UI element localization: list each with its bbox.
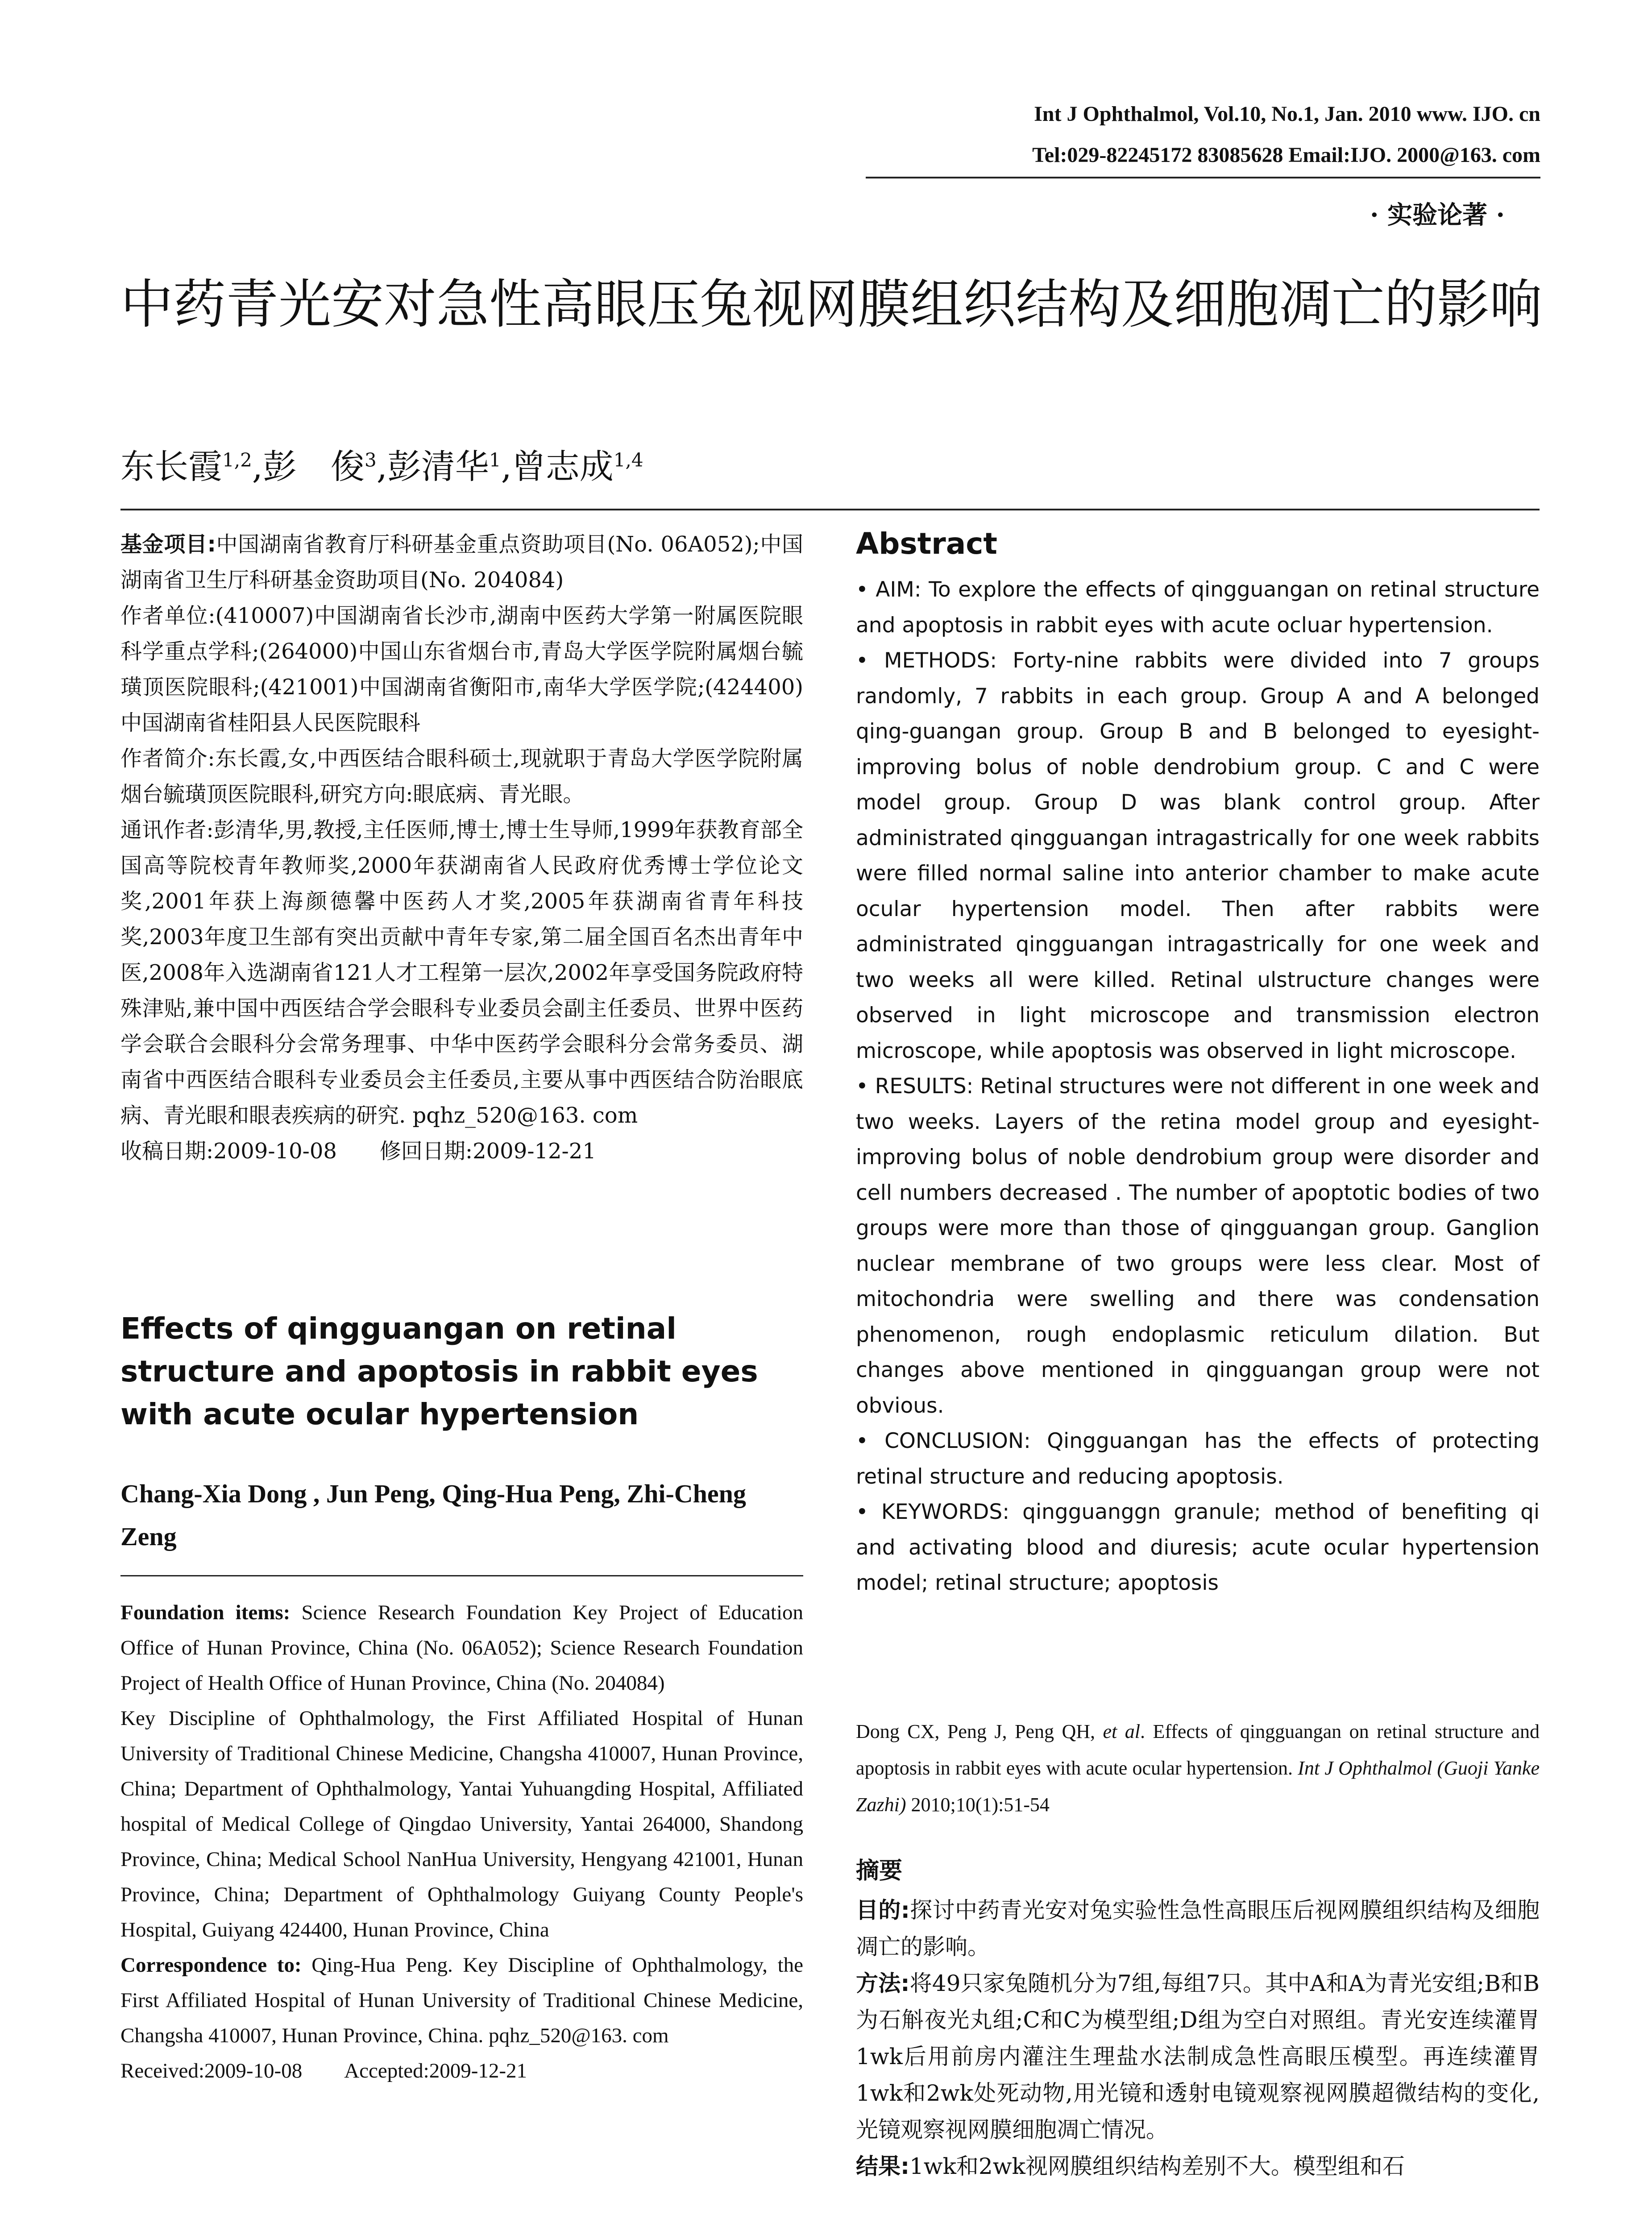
journal-header-line2: Tel:029-82245172 83085628 Email:IJO. 2000@163. com xyxy=(1032,143,1540,167)
citation-authors: Dong CX, Peng J, Peng QH, xyxy=(856,1721,1103,1742)
abstract-results: • RESULTS: Retinal structures were not different in one week and two weeks. Layers of the retina model group and eyesight-improving bolus of noble dendrobium group were disorder and cell numbers decreased . The number of apoptotic bodies of two groups were more than those of qingguangan group. Ganglion nuclear membrane of two groups were less clear. Most of mitochondria were swelling and there was condensation phenomenon, rough endoplasmic reticulum dilation. But changes above mentioned in qingguangan group were not obvious. xyxy=(856,1074,1540,1418)
author-affil: 3 xyxy=(364,449,377,471)
abstract-conclusion: • CONCLUSION: Qingguangan has the effects of protecting retinal structure and reducing apoptosis. xyxy=(856,1429,1540,1489)
author-affil: 1,2 xyxy=(222,449,252,471)
article-category: · 实验论著 · xyxy=(1370,200,1505,230)
cn-results-text: 1wk和2wk视网膜组织结构差别不大。模型组和石 xyxy=(909,2153,1405,2179)
fund-text: 中国湖南省教育厅科研基金重点资助项目(No. 06A052);中国湖南省卫生厅科研基金资助项目(No. 204084) xyxy=(120,532,803,593)
fund-label: 基金项目: xyxy=(120,532,216,557)
author-name: 东长霞 xyxy=(120,447,222,486)
citation-etal: et al xyxy=(1103,1721,1140,1742)
cn-abstract-heading: 摘要 xyxy=(856,1858,903,1884)
title-rule xyxy=(120,509,1540,510)
english-title: Effects of qingguangan on retinal structure and apoptosis in rabbit eyes with acute ocular hypertension xyxy=(120,1311,758,1431)
citation-volume: 2010;10(1):51-54 xyxy=(906,1794,1050,1816)
cn-results-label: 结果: xyxy=(856,2153,909,2179)
english-authors: Chang-Xia Dong , Jun Peng, Qing-Hua Peng, Zhi-Cheng Zeng xyxy=(120,1479,746,1551)
abstract-keywords: • KEYWORDS: qingguanggn granule; method of benefiting qi and activating blood and diuresis; acute ocular hypertension model; retinal structure; apoptosis xyxy=(856,1500,1540,1595)
citation-journal: Int J Ophthalmol (Guoji Yanke Zazhi) xyxy=(856,1757,1540,1816)
author-bio: 作者简介:东长霞,女,中西医结合眼科硕士,现就职于青岛大学医学院附属烟台毓璜顶医院眼科,研究方向:眼底病、青光眼。 xyxy=(120,746,803,807)
english-dates: Received:2009-10-08 Accepted:2009-12-21 xyxy=(120,2059,527,2082)
abstract-aim: • AIM: To explore the effects of qingguangan on retinal structure and apoptosis in rabbit eyes with acute ocluar hypertension. xyxy=(856,577,1540,638)
author-name: ,彭清华 xyxy=(376,447,489,486)
foundation-label: Foundation items: xyxy=(120,1601,291,1624)
cn-methods-text: 将49只家兔随机分为7组,每组7只。其中A和A为青光安组;B和B为石斛夜光丸组;C和C为模型组;D组为空白对照组。青光安连续灌胃1wk后用前房内灌注生理盐水法制成急性高眼压模型。再连续灌胃1wk和2wk处死动物,用光镜和透射电镜观察视网膜超微结构的变化,光镜观察视网膜细胞凋亡情况。 xyxy=(856,1970,1540,2143)
cn-aim-text: 探讨中药青光安对兔实验性急性高眼压后视网膜组织结构及细胞凋亡的影响。 xyxy=(856,1897,1540,1960)
author-name: ,彭 俊 xyxy=(252,447,365,486)
english-authors-rule xyxy=(120,1575,803,1576)
cn-front-matter xyxy=(120,527,803,1169)
author-affil: 1 xyxy=(489,449,501,471)
foundation-text: Science Research Foundation Key Project of Education Office of Hunan Province, China (No. 06A052); Science Research Foundation Project of Health Office of Hunan Province, China (No. 204084) xyxy=(120,1601,803,1695)
citation-title: . Effects of qingguangan on retinal structure and apoptosis in rabbit eyes with acute ocular hypertension. xyxy=(856,1721,1540,1779)
abstract-heading: Abstract xyxy=(856,527,997,561)
journal-header-line1: Int J Ophthalmol, Vol.10, No.1, Jan. 2010 www. IJO. cn xyxy=(1034,102,1540,126)
article-title: 中药青光安对急性高眼压兔视网膜组织结构及细胞凋亡的影响 xyxy=(120,274,1543,335)
author-units: 作者单位:(410007)中国湖南省长沙市,湖南中医药大学第一附属医院眼科学重点学科;(264000)中国山东省烟台市,青岛大学医学院附属烟台毓璜顶医院眼科;(421001)中国湖南省衡阳市,南华大学医学院;(424400)中国湖南省桂阳县人民医院眼科 xyxy=(120,603,803,735)
received-dates: 收稿日期:2009-10-08 修回日期:2009-12-21 xyxy=(120,1139,596,1164)
affiliations: Key Discipline of Ophthalmology, the First Affiliated Hospital of Hunan University of Traditional Chinese Medicine, Changsha 410007, Hunan Province, China; Department of Ophthalmology, Yantai Yuhuangding Hospital, Affiliated hospital of Medical College of Qingdao University, Yantai 264000, Shandong Province, China; Medical School NanHua University, Hengyang 421001, Hunan Province, China; Department of Ophthalmology Guiyang County People's Hospital, Guiyang 424400, Hunan Province, China xyxy=(120,1707,803,1941)
correspondence-text: Qing-Hua Peng. Key Discipline of Ophthalmology, the First Affiliated Hospital of Hunan University of Traditional Chinese Medicine, Changsha 410007, Hunan Province, China. pqhz_520@163. com xyxy=(120,1953,803,2047)
fund-info xyxy=(120,527,803,598)
cn-abstract-body xyxy=(856,1892,1540,2185)
author-name: ,曾志成 xyxy=(501,447,614,486)
corresponding-author: 通讯作者:彭清华,男,教授,主任医师,博士,博士生导师,1999年获教育部全国高等院校青年教师奖,2000年获湖南省人民政府优秀博士学位论文奖,2001年获上海颜德馨中医药人才奖,2005年获湖南省青年科技奖,2003年度卫生部有突出贡献中青年专家,第二届全国百名杰出青年中医,2008年入选湖南省121人才工程第一层次,2002年享受国务院政府特殊津贴,兼中国中西医结合学会眼科专业委员会副主任委员、世界中医药学会联合会眼科分会常务理事、中华中医药学会眼科分会常务委员、湖南省中西医结合眼科专业委员会主任委员,主要从事中西医结合防治眼底病、青光眼和眼表疾病的研究. pqhz_520@163. com xyxy=(120,817,803,1128)
author-affil: 1,4 xyxy=(613,449,643,471)
foundation-block xyxy=(120,1595,803,2089)
citation xyxy=(856,1713,1540,1823)
header-rule xyxy=(866,177,1540,178)
cn-methods-label: 方法: xyxy=(856,1970,910,1996)
cn-aim-label: 目的: xyxy=(856,1897,910,1923)
author-list xyxy=(120,440,643,488)
correspondence-label: Correspondence to: xyxy=(120,1953,302,1977)
abstract-methods: • METHODS: Forty-nine rabbits were divided into 7 groups randomly, 7 rabbits in each group. Group A and A belonged qing-guangan group. Group B and B belonged to eyesight-improving bolus of noble dendrobium group. C and C were model group. Group D was blank control group. After administrated qingguangan intragastrically for one week rabbits were filled normal saline into anterior chamber to make acute ocular hypertension model. Then after rabbits were administrated qingguangan intragastrically for one week and two weeks all were killed. Retinal ulstructure changes were observed in light microscope and transmission electron microscope, while apoptosis was observed in light microscope. xyxy=(856,648,1540,1063)
abstract-body xyxy=(856,572,1540,1601)
